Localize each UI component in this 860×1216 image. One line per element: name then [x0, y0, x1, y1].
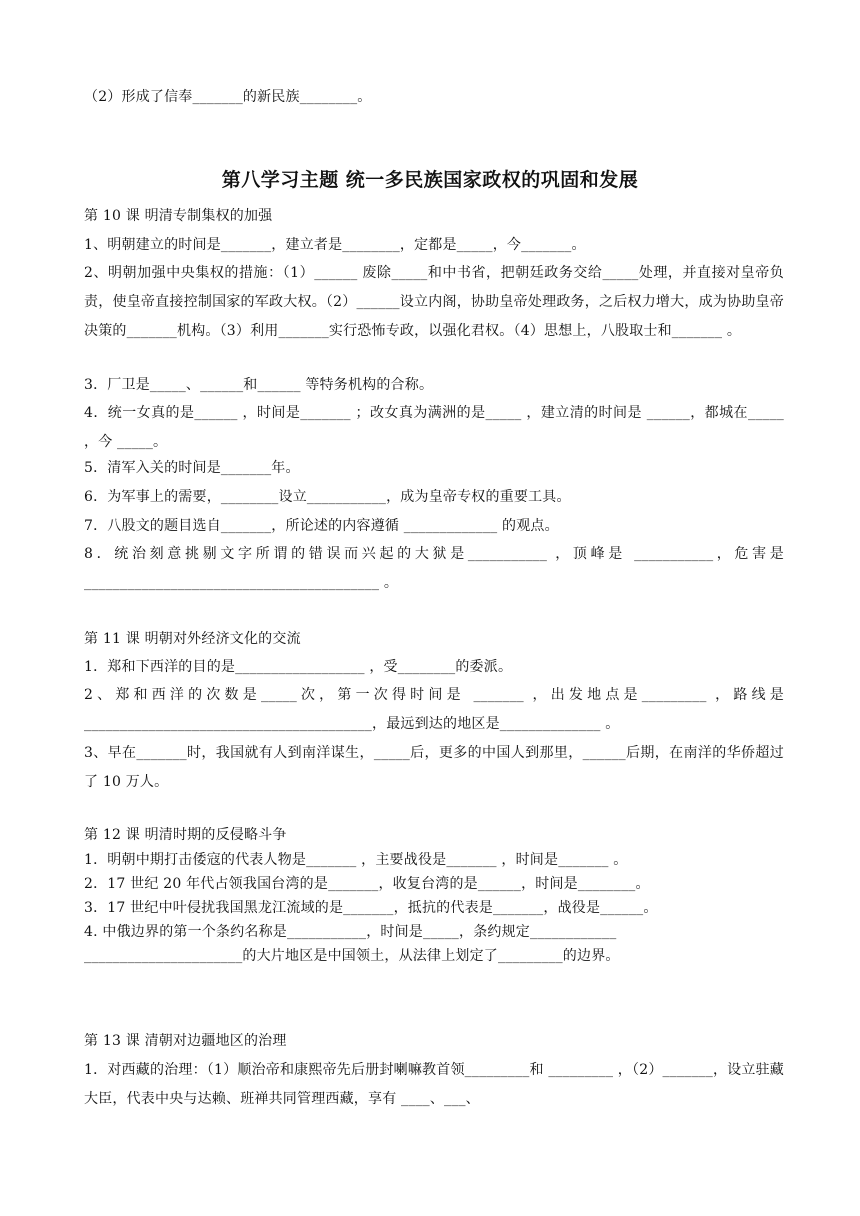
lesson-10-item-8: 8．统治刻意挑剔文字所谓的错误而兴起的大狱是___________ ，顶峰是 ___________，危害是_________________________________________ 。	[84, 546, 784, 591]
lesson-11-item-2: 2、郑和西洋的次数是_____次，第一次得时间是 _______ ，出发地点是_________ ，路线是________________________________________，最远到达的地区是______________ 。	[84, 687, 784, 732]
lesson-12-item-3: 3．17 世纪中叶侵扰我国黑龙江流域的是_______，抵抗的代表是_______，战役是______。	[84, 900, 658, 916]
lesson-12-heading: 第 12 课 明清时期的反侵略斗争	[84, 827, 287, 843]
lesson-10-heading: 第 10 课 明清专制集权的加强	[84, 208, 273, 224]
lesson-10-item-6: 6．为军事上的需要，________设立___________，成为皇帝专权的重要工具。	[84, 489, 571, 505]
lesson-11-item-1: 1．郑和下西洋的目的是__________________ ，受________的委派。	[84, 659, 513, 675]
unit-title: 第八学习主题 统一多民族国家政权的巩固和发展	[221, 169, 639, 191]
lesson-12-item-4-cont: ______________________的大片地区是中国领土，从法律上划定了_________的边界。	[84, 948, 620, 964]
lesson-10-item-1: 1、明朝建立的时间是_______，建立者是________，定都是_____，今_______。	[84, 237, 586, 253]
lesson-11-item-3: 3、早在_______时，我国就有人到南洋谋生，_____后，更多的中国人到那里，______后期，在南洋的华侨超过了 10 万人。	[84, 745, 784, 790]
lesson-10-item-3: 3．厂卫是_____、______和______ 等特务机构的合称。	[84, 377, 434, 393]
lesson-11-heading: 第 11 课 明朝对外经济文化的交流	[84, 631, 301, 647]
lesson-12-item-2: 2．17 世纪 20 年代占领我国台湾的是_______，收复台湾的是______，时间是________。	[84, 876, 650, 892]
lesson-10-item-4: 4．统一女真的是______ ，时间是_______ ；改女真为满洲的是_____ ，建立清的时间是 ______，都城在_____ ，今 _____。	[84, 405, 784, 450]
top-item: （2）形成了信奉_______的新民族________。	[84, 89, 372, 105]
lesson-10-item-7: 7．八股文的题目选自_______，所论述的内容遵循 _____________ 的观点。	[84, 518, 559, 534]
lesson-12-item-1: 1．明朝中期打击倭寇的代表人物是_______ ，主要战役是_______ ，时间是_______ 。	[84, 852, 628, 868]
lesson-13-heading: 第 13 课 清朝对边疆地区的治理	[84, 1033, 287, 1049]
lesson-10-item-5: 5．清军入关的时间是_______年。	[84, 460, 300, 476]
lesson-13-item-1: 1．对西藏的治理：（1）顺治帝和康熙帝先后册封喇嘛教首领_________和 _________ ，（2）_______，设立驻藏大臣，代表中央与达赖、班禅共同管理西藏，享有 ____、___、	[84, 1062, 784, 1107]
lesson-10-item-2: 2、明朝加强中央集权的措施：（1）______ 废除_____和中书省，把朝廷政务交给_____处理，并直接对皇帝负责，使皇帝直接控制国家的军政大权。（2）______设立内阁，协助皇帝处理政务，之后权力增大，成为协助皇帝决策的_______机构。（3）利用_______实行恐怖专政，以强化君权。（4）思想上，八股取士和_______ 。	[84, 265, 784, 339]
lesson-12-item-4: 4. 中俄边界的第一个条约名称是___________，时间是_____，条约规定____________	[84, 924, 617, 940]
